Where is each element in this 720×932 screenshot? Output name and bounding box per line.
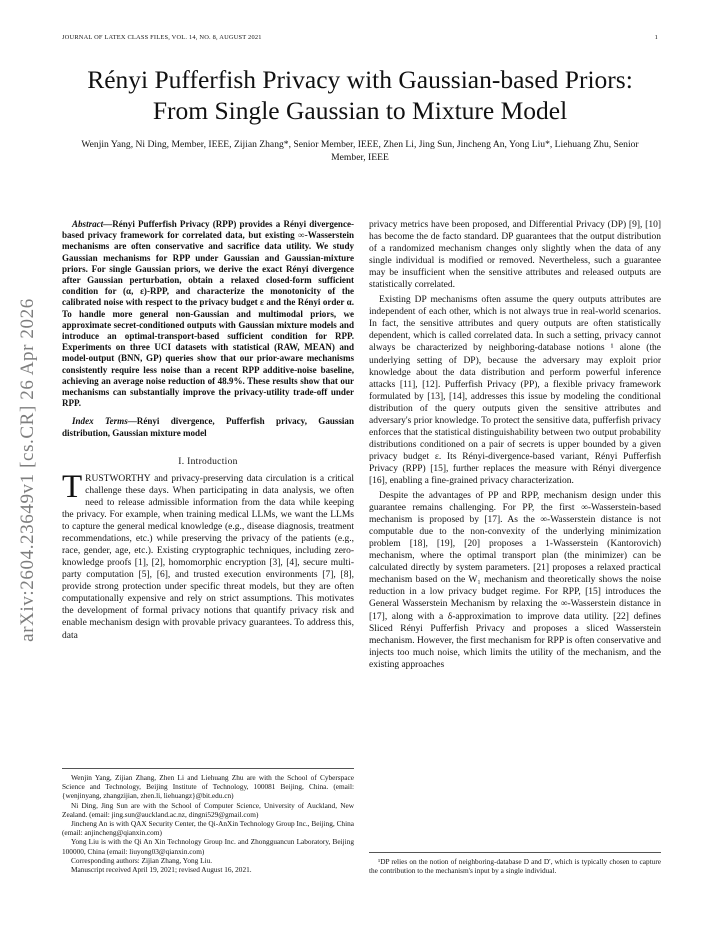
- body-paragraph: Existing DP mechanisms often assume the query outputs attributes are independent of each other, which is not always true in real-world scenarios. In fact, the sensitive attributes and query outputs are often statistically dependent, which is called correlated data. In such a setting, privacy cannot always be characterized by neighboring-database notions ¹ alone (the underlying setting of DP), because the adversary may exploit prior knowledge about the data distribution and perform powerful inference attacks [11], [12]. Pufferfish Privacy (PP), a flexible privacy framework formulated by [13], [14], addresses this issue by modeling the conditional distribution of the query outputs given the sensitive attributes and adversary's prior knowledge. To protect the sensitive data, pufferfish privacy enforces that the statistical distinguishability between two output probability distributions conditioned on a pair of secrets is upper bounded by a given privacy budget ε. Its Rényi-divergence-based variant, Rényi Pufferfish Privacy (RPP) [15], further replaces the measure with Rényi divergence [16], enabling a fine-grained privacy characterization.: [369, 295, 661, 486]
- section-heading: I. Introduction: [178, 456, 238, 467]
- intro-lead: RUSTWORTHY: [85, 473, 151, 484]
- index-terms-label: Index Terms: [72, 416, 128, 427]
- intro-text: and privacy-preserving data circulation is a critical challenge these days. When participating in data analysis, we often need to release admissible information from the data while keeping the privacy. For example, when training medical LLMs, we want the LLMs to capture the general medical knowledge (e.g., disease diagnosis, treatment recommendations, etc.) while preserving the privacy of the patients (e.g., race, gender, age, etc.). Existing cryptographic techniques, including zero-knowledge proofs [1], [2], homomorphic encryption [3], [4], secure multi-party computation [5], [6], and trusted execution environments [7], [8], provide strong protection under specific threat models, but they are often computationally expensive and rely on strict assumptions. This motivates the development of formal privacy notions that quantify privacy risk and enable mechanism design with provable privacy guarantees. To address this, data: [62, 473, 354, 641]
- body-paragraph: Despite the advantages of PP and RPP, mechanism design under this guarantee remains challenging. For PP, the first ∞-Wasserstein-based mechanism is proposed by [17]. As the ∞-Wasserstein distance is not computable due to the non-convexity of the underlying minimization problem [18], [19], [20] proposes a 1-Wasserstein (Kantorovich) mechanism, where the optimal transport plan (the minimizer) can be calculated directly by system parameters. [21] proposes a relaxed practical mechanism based on the W₁ mechanism and theoretically shows the noise reduction in a low privacy budget regime. For RPP, [15] introduces the General Wasserstein Mechanism by relaxing the ∞-Wasserstein distance in [17], along with a δ-approximation to improve data utility. [22] defines Sliced Rényi Pufferfish Privacy and proposes a sliced Wasserstein mechanism. However, the first mechanism for RPP is often conservative and injects too much noise, which limits the utility of the mechanism, and the existing approaches: [369, 491, 661, 670]
- index-terms: Index Terms—Rényi divergence, Pufferfish privacy, Gaussian distribution, Gaussian mixture model: [62, 416, 354, 438]
- right-column: [369, 219, 661, 671]
- footnote-affiliation: Yong Liu is with the Qi An Xin Technology Group Inc. and Zhongguancun Laboratory, Beijing 100000, China (email: liuyong03@qianxin.com): [62, 837, 354, 856]
- paper-title: Rényi Pufferfish Privacy with Gaussian-based Priors: From Single Gaussian to Mixture Model: [87, 65, 633, 125]
- footnote-text: ¹DP relies on the notion of neighboring-database D and D′, which is typically chosen to capture the contribution to the mechanism's input by a single individual.: [369, 857, 661, 876]
- abstract: Abstract—Rényi Pufferfish Privacy (RPP) provides a Rényi divergence-based privacy framework for correlated data, but existing ∞-Wasserstein mechanisms are often conservative and sacrifice data utility. We study Gaussian mechanisms for RPP under Gaussian and Gaussian-mixture priors. For single Gaussian priors, we derive the exact Rényi divergence after Gaussian perturbation, obtain a relaxed closed-form sufficient condition for (α, ε)-RPP, and characterize the monotonicity of the calibrated noise with respect to the privacy budget ε and the Rényi order α. To handle more general non-Gaussian and multimodal priors, we approximate secret-conditioned outputs with Gaussian mixture models and introduce an optimal-transport-based sufficient condition for RPP. Experiments on three UCI datasets with statistical (RAW, MEAN) and model-output (BNN, GP) queries show that our prior-aware mechanisms consistently require less noise than a recent RPP additive-noise baseline, achieving an average noise reduction of 48.9%. These results show that our mechanisms can substantially improve the privacy-utility trade-off under RPP.: [62, 219, 354, 409]
- dp-footnote: [369, 852, 661, 875]
- page-number: 1: [654, 34, 658, 41]
- body-paragraph: privacy metrics have been proposed, and Differential Privacy (DP) [9], [10] has become the de facto standard. DP guarantees that the output distribution of a randomized mechanism changes only slightly when the data of any single individual is modified or removed. Nevertheless, such a guarantee may be insufficient when the sensitive attributes and released outputs are statistically correlated.: [369, 220, 661, 291]
- abstract-text: Rényi Pufferfish Privacy (RPP) provides a Rényi divergence-based privacy framework for correlated data, but existing ∞-Wasserstein mechanisms are often conservative and sacrifice data utility. We study Gaussian mechanisms for RPP under Gaussian and Gaussian-mixture priors. For single Gaussian priors, we derive the exact Rényi divergence after Gaussian perturbation, obtain a relaxed closed-form sufficient condition for (α, ε)-RPP, and characterize the monotonicity of the calibrated noise with respect to the privacy budget ε and the Rényi order α. To handle more general non-Gaussian and multimodal priors, we approximate secret-conditioned outputs with Gaussian mixture models and introduce an optimal-transport-based sufficient condition for RPP. Experiments on three UCI datasets with statistical (RAW, MEAN) and model-output (BNN, GP) queries show that our prior-aware mechanisms consistently require less noise than a recent RPP additive-noise baseline, achieving an average noise reduction of 48.9%. These results show that our mechanisms can substantially improve the privacy-utility trade-off under RPP.: [62, 219, 354, 409]
- footnote-corresponding: Corresponding authors: Zijian Zhang, Yong Liu.: [71, 855, 213, 865]
- abstract-label: Abstract: [72, 219, 104, 229]
- left-column: [62, 219, 354, 642]
- arxiv-stamp-text: arXiv:2604.23649v1 [cs.CR] 26 Apr 2026: [17, 298, 38, 642]
- affiliation-footnotes: [62, 768, 354, 874]
- journal-header: JOURNAL OF LATEX CLASS FILES, VOL. 14, NO. 8, AUGUST 2021: [62, 34, 262, 41]
- running-header: [62, 34, 658, 46]
- index-terms-text: Rényi divergence, Pufferfish privacy, Gaussian distribution, Gaussian mixture model: [62, 416, 354, 438]
- footnote-affiliation: Ni Ding, Jing Sun are with the School of Computer Science, University of Auckland, New Zealand. (email: jing.sun@auckland.ac.nz, dingni529@gmail.com): [62, 800, 354, 819]
- footnote-manuscript: Manuscript received April 19, 2021; revised August 16, 2021.: [71, 865, 252, 875]
- footnote-affiliation: Jincheng An is with QAX Security Center, the Qi-AnXin Technology Group Inc., Beijing, China (email: anjincheng@qianxin.com): [62, 819, 354, 838]
- drop-cap: T: [62, 468, 83, 505]
- footnote-affiliation: Wenjin Yang, Zijian Zhang, Zhen Li and Liehuang Zhu are with the School of Cyberspace Science and Technology, Beijing Institute of Technology, 100081 Beijing, China. (email: {wenjinyang, zhangzijian, zhen.li, liehuangz}@bit.edu.cn): [62, 773, 354, 801]
- arxiv-stamp: [14, 250, 42, 690]
- intro-paragraph: [62, 468, 354, 642]
- author-list: Wenjin Yang, Ni Ding, Member, IEEE, Zijian Zhang*, Senior Member, IEEE, Zhen Li, Jing Sun, Jincheng An, Yong Liu*, Liehuang Zhu, Senior Member, IEEE: [81, 139, 639, 163]
